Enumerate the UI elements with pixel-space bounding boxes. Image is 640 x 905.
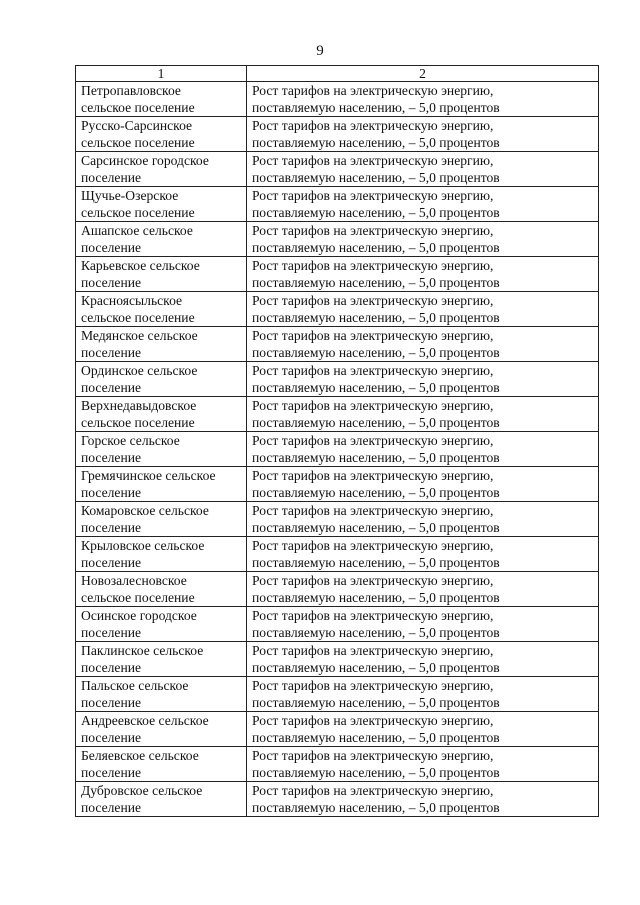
column-header-1: 1: [76, 66, 247, 82]
settlement-cell: Красноясыльское сельское поселение: [76, 292, 247, 327]
tariff-description-cell: Рост тарифов на электрическую энергию, поставляемую населению, – 5,0 процентов: [247, 502, 599, 537]
tariff-description-cell: Рост тарифов на электрическую энергию, поставляемую населению, – 5,0 процентов: [247, 642, 599, 677]
settlement-cell: Русско-Сарсинское сельское поселение: [76, 117, 247, 152]
tariff-description-cell: Рост тарифов на электрическую энергию, поставляемую населению, – 5,0 процентов: [247, 572, 599, 607]
table-row: [76, 117, 599, 152]
settlement-cell: Медянское сельское поселение: [76, 327, 247, 362]
settlement-cell: Ашапское сельское поселение: [76, 222, 247, 257]
table-row: [76, 152, 599, 187]
table-row: [76, 572, 599, 607]
tariff-description-cell: Рост тарифов на электрическую энергию, поставляемую населению, – 5,0 процентов: [247, 607, 599, 642]
tariff-description-cell: Рост тарифов на электрическую энергию, поставляемую населению, – 5,0 процентов: [247, 327, 599, 362]
settlement-cell: Щучье-Озерское сельское поселение: [76, 187, 247, 222]
tariff-description-cell: Рост тарифов на электрическую энергию, поставляемую населению, – 5,0 процентов: [247, 467, 599, 502]
table-row: [76, 187, 599, 222]
tariff-description-cell: Рост тарифов на электрическую энергию, поставляемую населению, – 5,0 процентов: [247, 222, 599, 257]
tariff-description-cell: Рост тарифов на электрическую энергию, поставляемую населению, – 5,0 процентов: [247, 712, 599, 747]
tariff-description-cell: Рост тарифов на электрическую энергию, поставляемую населению, – 5,0 процентов: [247, 397, 599, 432]
table-row: [76, 677, 599, 712]
table-row: [76, 432, 599, 467]
page-number: 9: [316, 43, 324, 59]
table-row: [76, 362, 599, 397]
tariff-description-cell: Рост тарифов на электрическую энергию, поставляемую населению, – 5,0 процентов: [247, 362, 599, 397]
table-row: [76, 642, 599, 677]
table-row: [76, 607, 599, 642]
table-row: [76, 327, 599, 362]
table-row: [76, 82, 599, 117]
table-row: [76, 467, 599, 502]
settlement-cell: Комаровское сельское поселение: [76, 502, 247, 537]
table-row: [76, 712, 599, 747]
settlement-cell: Гремячинское сельское поселение: [76, 467, 247, 502]
settlement-cell: Петропавловское сельское поселение: [76, 82, 247, 117]
tariff-description-cell: Рост тарифов на электрическую энергию, поставляемую населению, – 5,0 процентов: [247, 152, 599, 187]
tariff-description-cell: Рост тарифов на электрическую энергию, поставляемую населению, – 5,0 процентов: [247, 292, 599, 327]
column-header-2: 2: [247, 66, 599, 82]
tariff-description-cell: Рост тарифов на электрическую энергию, поставляемую населению, – 5,0 процентов: [247, 82, 599, 117]
settlement-cell: Верхнедавыдовское сельское поселение: [76, 397, 247, 432]
settlement-cell: Сарсинское городское поселение: [76, 152, 247, 187]
tariff-description-cell: Рост тарифов на электрическую энергию, поставляемую населению, – 5,0 процентов: [247, 187, 599, 222]
table-header-row: [76, 66, 599, 82]
table-row: [76, 257, 599, 292]
settlement-cell: Ординское сельское поселение: [76, 362, 247, 397]
table-row: [76, 502, 599, 537]
tariff-table: [75, 65, 599, 817]
settlement-cell: Карьевское сельское поселение: [76, 257, 247, 292]
settlement-cell: Андреевское сельское поселение: [76, 712, 247, 747]
tariff-description-cell: Рост тарифов на электрическую энергию, поставляемую населению, – 5,0 процентов: [247, 117, 599, 152]
settlement-cell: Крыловское сельское поселение: [76, 537, 247, 572]
table-row: [76, 292, 599, 327]
table-row: [76, 397, 599, 432]
tariff-description-cell: Рост тарифов на электрическую энергию, поставляемую населению, – 5,0 процентов: [247, 747, 599, 782]
table-row: [76, 222, 599, 257]
settlement-cell: Беляевское сельское поселение: [76, 747, 247, 782]
tariff-description-cell: Рост тарифов на электрическую энергию, поставляемую населению, – 5,0 процентов: [247, 257, 599, 292]
settlement-cell: Паклинское сельское поселение: [76, 642, 247, 677]
tariff-description-cell: Рост тарифов на электрическую энергию, поставляемую населению, – 5,0 процентов: [247, 432, 599, 467]
settlement-cell: Осинское городское поселение: [76, 607, 247, 642]
table-row: [76, 537, 599, 572]
tariff-description-cell: Рост тарифов на электрическую энергию, поставляемую населению, – 5,0 процентов: [247, 677, 599, 712]
settlement-cell: Пальское сельское поселение: [76, 677, 247, 712]
settlement-cell: Горское сельское поселение: [76, 432, 247, 467]
tariff-description-cell: Рост тарифов на электрическую энергию, поставляемую населению, – 5,0 процентов: [247, 782, 599, 817]
settlement-cell: Дубровское сельское поселение: [76, 782, 247, 817]
settlement-cell: Новозалесновское сельское поселение: [76, 572, 247, 607]
table-row: [76, 747, 599, 782]
tariff-description-cell: Рост тарифов на электрическую энергию, поставляемую населению, – 5,0 процентов: [247, 537, 599, 572]
table-row: [76, 782, 599, 817]
